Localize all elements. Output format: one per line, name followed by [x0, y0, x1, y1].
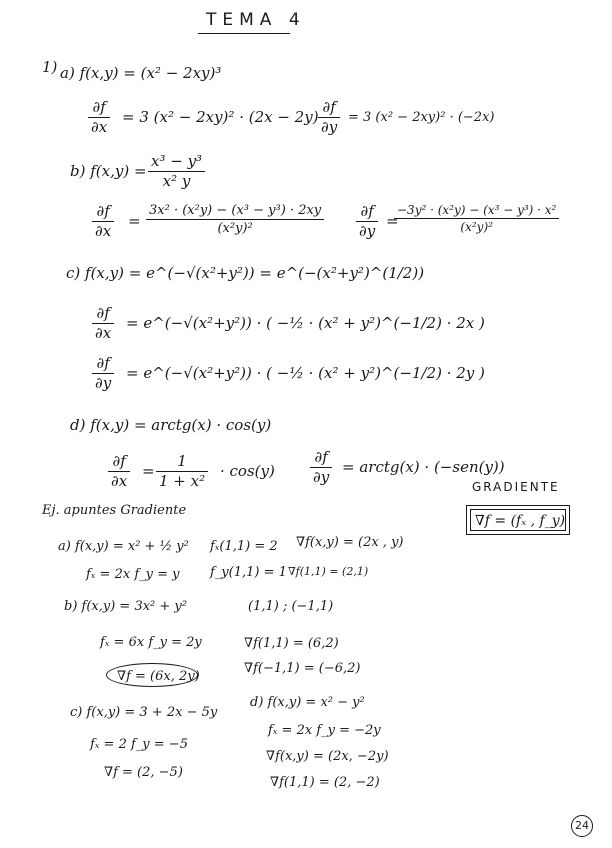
exercise-2b-gradient-p1: ∇f(1,1) = (6,2) [244, 636, 339, 651]
exercise-1d-dfdx-fraction: $\frac{1}{\text{1 + x²}}$ [156, 454, 208, 489]
exercise-2a-fx-point: fₓ(1,1) = 2 [210, 539, 278, 554]
exercise-1d-dfdx-tail: · cos(y) [220, 462, 275, 480]
exercise-1b-function: $\frac{\text{x³ − y³}}{\text{x² y}}$ [148, 154, 205, 189]
exercise-1-label: 1) [42, 58, 58, 76]
exercise-2d-function: d) f(x,y) = x² − y² [250, 695, 365, 710]
exercise-1a-dfdy: = 3 (x² − 2xy)² · (−2x) [348, 110, 495, 125]
exercise-1c-dfdy: = e^(−√(x²+y²)) · ( −½ · (x² + y²)^(−1/2) · 2y ) [126, 364, 485, 382]
exercise-1b-dfdx-symbol: $\frac{\partial f}{\partial x}$ [92, 204, 114, 239]
exercise-2d-partials: fₓ = 2x f_y = −2y [268, 723, 381, 738]
gradient-definition-box [466, 505, 570, 535]
exercise-1d-dfdy-symbol: $\frac{\partial f}{\partial y}$ [310, 450, 332, 485]
exercise-1c-dfdx-symbol: $\frac{\partial f}{\partial x}$ [92, 306, 114, 341]
exercise-2b-gradient-circled [106, 663, 198, 687]
exercise-2c-partials: fₓ = 2 f_y = −5 [90, 737, 188, 752]
exercise-2b-points: (1,1) ; (−1,1) [248, 599, 334, 614]
exercise-1a-dfdx-symbol: $\frac{\partial f}{\partial x}$ [88, 100, 110, 135]
exercise-2c-function: c) f(x,y) = 3 + 2x − 5y [70, 705, 218, 720]
exercise-2a-gradient: ∇f(x,y) = (2x , y) [296, 535, 404, 550]
exercise-1b-label: b) f(x,y) = [70, 162, 147, 180]
exercise-1b-dfdx: $\frac{\text{3x² · (x²y) − (x³ − y³) · 2xy}}{\text{(x²y)²}}$ [146, 204, 324, 235]
exercise-2b-partials: fₓ = 6x f_y = 2y [100, 635, 202, 650]
exercise-2b-gradient-p2: ∇f(−1,1) = (−6,2) [244, 661, 361, 676]
exercise-1d-dfdy: = arctg(x) · (−sen(y)) [342, 458, 505, 476]
exercise-1d-dfdx-symbol: $\frac{\partial f}{\partial x}$ [108, 454, 130, 489]
exercise-2a-gradient-point: ∇f(1,1) = (2,1) [288, 565, 369, 578]
exercise-2b-function: b) f(x,y) = 3x² + y² [64, 599, 187, 614]
exercise-2b-gradient: ∇f = (6x, 2y) [117, 669, 200, 684]
gradient-title: GRADIENTE [472, 480, 560, 494]
exercise-2d-gradient: ∇f(x,y) = (2x, −2y) [266, 749, 389, 764]
exercise-1d-eq1: = [142, 462, 155, 480]
exercise-1a-dfdy-symbol: $\frac{\partial f}{\partial y}$ [318, 100, 340, 135]
exercise-1a-dfdx: = 3 (x² − 2xy)² · (2x − 2y) [122, 108, 319, 126]
exercise-2d-gradient-point: ∇f(1,1) = (2, −2) [270, 775, 380, 790]
exercise-1c-dfdx: = e^(−√(x²+y²)) · ( −½ · (x² + y²)^(−1/2) · 2x ) [126, 314, 485, 332]
exercise-1a-function: a) f(x,y) = (x² − 2xy)³ [60, 64, 222, 82]
page-title: TEMA 4 [206, 10, 306, 30]
exercise-1b-dfdy-symbol: $\frac{\partial f}{\partial y}$ [356, 204, 378, 239]
exercise-2a-function: a) f(x,y) = x² + ½ y² [58, 539, 189, 554]
page-number: 24 [571, 815, 593, 837]
exercise-1d-function: d) f(x,y) = arctg(x) · cos(y) [70, 416, 272, 434]
exercise-1c-dfdy-symbol: $\frac{\partial f}{\partial y}$ [92, 356, 114, 391]
exercise-1b-dfdy: $\frac{\text{−3y² · (x²y) − (x³ − y³) · x²}}{\text{(x²y)²}}$ [394, 204, 559, 233]
exercise-1b-eq1: = [128, 212, 141, 230]
exercise-2c-gradient: ∇f = (2, −5) [104, 765, 183, 780]
exercises-heading: Ej. apuntes Gradiente [42, 503, 187, 518]
exercise-1b-eq2: = [386, 212, 399, 230]
exercise-2a-partials: fₓ = 2x f_y = y [86, 567, 180, 582]
gradient-formula: ∇f = (fₓ , f_y) [475, 513, 566, 529]
exercise-2a-fy-point: f_y(1,1) = 1 [210, 565, 287, 580]
exercise-1c-function: c) f(x,y) = e^(−√(x²+y²)) = e^(−(x²+y²)^(1/2)) [66, 264, 425, 282]
title-underline [198, 33, 290, 34]
